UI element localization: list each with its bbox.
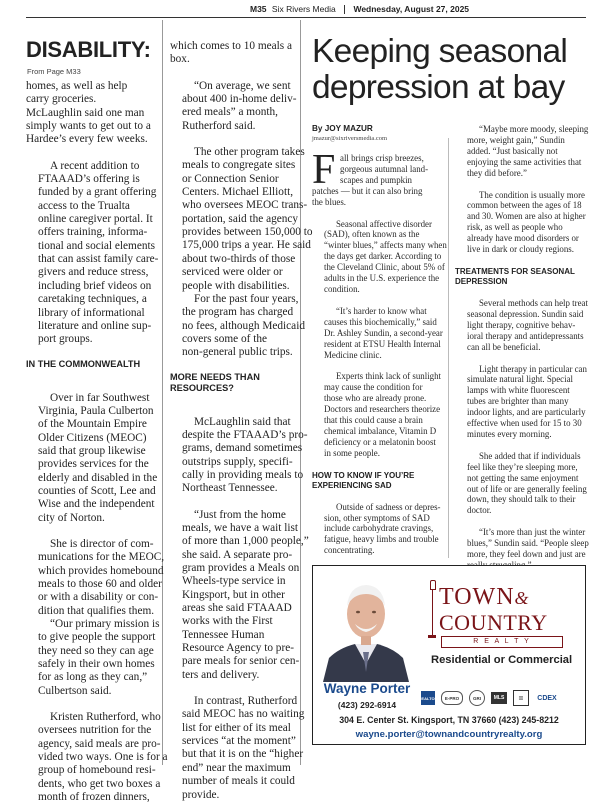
brand-ampersand: & [514, 588, 529, 608]
text-line: ters and delivery. [182, 668, 260, 681]
text-line: carry groceries. [26, 93, 97, 106]
text-line: Experts think lack of sunlight [336, 371, 442, 382]
text-line: provides between 150,000 to [182, 226, 313, 239]
story-column-3 [312, 147, 447, 556]
text-line: despite the FTAAAD’s pro- [182, 428, 308, 441]
text-line: library of informational [38, 306, 145, 319]
text-line: agency, said meals are pro- [38, 737, 161, 750]
text-line: Several methods can help treat [479, 297, 588, 308]
text-line: the program has charged [182, 306, 294, 319]
paragraph [26, 537, 165, 618]
ad-tagline: Residential or Commercial [431, 654, 573, 666]
text-line: Light therapy in particular can [479, 363, 587, 374]
text-line: who oversees MEOC trans- [182, 199, 308, 212]
text-line: covers some of the [182, 332, 268, 345]
text-line: funded by a grant offering [38, 186, 157, 199]
text-line: Resource Agency to pre- [182, 642, 294, 655]
headline-line: depression at bay [312, 69, 565, 106]
text-line: about two-thirds of those [182, 252, 296, 265]
text-line: She is director of com- [50, 537, 154, 550]
paragraph [455, 298, 595, 353]
text-line: Over in far Southwest [50, 391, 150, 404]
text-line: serviced were older or [182, 266, 283, 279]
text-line: givers and reduce stress, [38, 266, 149, 279]
text-line: that this could cause a brain [324, 415, 423, 426]
text-line: Doctors and researchers theorize [324, 404, 441, 415]
text-line: they need so they can age [38, 644, 154, 657]
page-number: M35 [250, 4, 267, 14]
text-line: ioral therapy and antidepressants [467, 330, 584, 341]
text-line: Medicine clinic. [324, 349, 382, 360]
text-line: the Cleveland Clinic, about 5% of [324, 262, 445, 273]
paragraph [455, 124, 595, 179]
text-line: “Our primary mission is [50, 618, 160, 631]
realtor-badge-icon: REALTOR [421, 691, 435, 705]
subhead-line: DEPRESSION [455, 276, 508, 286]
text-line: the days get darker. According to [324, 251, 442, 262]
cdex-badge-icon: CDEX [537, 694, 557, 702]
text-line: meals to those 60 and older [38, 578, 162, 590]
text-line: people with disabilities. [182, 279, 290, 292]
paragraph [26, 618, 160, 698]
paragraph [26, 80, 160, 147]
text-line: common between the ages of 18 [467, 200, 582, 211]
text-line: may cause the condition for [324, 382, 423, 393]
text-line: The other program takes [194, 146, 305, 159]
text-line: Kingsport, but in other [182, 588, 285, 601]
paragraph [170, 508, 309, 682]
text-line: indoor lights, and are particularly [467, 407, 586, 418]
subhead [312, 471, 446, 491]
text-line: include carbohydrate cravings, [324, 523, 434, 534]
text-line: they did before.” [467, 167, 527, 178]
text-line: services “at the moment” [182, 735, 296, 748]
subhead-line: EXPERIENCING SAD [312, 480, 392, 490]
text-line: FTAAAD’s offering is [38, 173, 140, 186]
publication-name: Six Rivers Media [271, 4, 336, 14]
column-divider [448, 138, 449, 558]
paragraph [455, 190, 595, 255]
text-line: oversees nutrition for the [38, 724, 152, 737]
text-line: She added that if individuals [479, 450, 581, 461]
certification-badges [418, 689, 581, 707]
text-line: The condition is usually more [479, 189, 585, 200]
text-line: end” near the maximum [182, 761, 291, 774]
text-line: for as long as they can,” [38, 671, 148, 684]
text-line: “Maybe more moody, sleeping [479, 124, 589, 134]
text-line: Seasonal affective disorder [336, 218, 432, 229]
text-line: access to the Trualta [38, 199, 130, 212]
text-line: gram provides a Meals on [182, 562, 300, 574]
text-line: A recent addition to [50, 159, 140, 172]
text-line: elderly and disabled in the [38, 471, 158, 484]
text-line: ered meals” a month, [182, 106, 278, 119]
text-line: pare meals for senior cen- [182, 655, 300, 668]
story-column-2 [170, 40, 313, 802]
paragraph [170, 415, 308, 496]
text-line: month of frozen dinners, [38, 791, 150, 804]
text-line: Kristen Rutherford, who [50, 711, 161, 724]
text-line: munications for the MEOC, [38, 551, 165, 564]
paragraph [26, 711, 168, 804]
text-line: McLaughlin said that [194, 415, 291, 428]
text-line: which provides homebound [38, 564, 164, 577]
text-line: grams, demand sometimes [182, 442, 303, 455]
text-line: said MEOC has no waiting [182, 708, 305, 721]
text-line: or Connection Senior [182, 172, 279, 185]
text-line: For the past four years, [194, 292, 299, 305]
text-line: light therapy, cognitive behav- [467, 319, 576, 330]
agent-phone: (423) 292-6914 [337, 700, 397, 710]
text-line: of the Mountain Empire [38, 418, 147, 431]
text-line: caretaking techniques, a [38, 293, 147, 306]
paragraph [312, 371, 446, 458]
text-line: no fees, although Medicaid [182, 319, 305, 332]
subhead: IN THE COMMONWEALTH [26, 358, 141, 369]
story-column-4 [455, 124, 595, 571]
text-line: already have mood disorders or [467, 233, 579, 244]
disability-headline: DISABILITY: [26, 37, 151, 62]
text-line: Outside of sadness or depres- [336, 501, 441, 512]
text-line: said that group likewise [38, 444, 146, 457]
text-line: (SAD), often known as the [324, 229, 420, 240]
text-line: effective when used for 15 to 30 [467, 418, 582, 429]
text-line: resident at ETSU Health Internal [324, 338, 441, 349]
text-line: meals, we have a wait list [182, 521, 299, 534]
text-line: minutes every morning. [467, 428, 552, 439]
text-line: fatigue, heavy limbs and trouble [324, 534, 439, 545]
text-line: list for either of its meal [182, 721, 291, 734]
text-line: outstrips supply, specifi- [182, 455, 293, 468]
gri-badge-icon: GRI [469, 690, 485, 706]
office-address: 304 E. Center St. Kingsport, TN 37660 (423) 245-8212 [339, 715, 559, 725]
text-line: group of homebound resi- [38, 764, 156, 777]
text-line: and 30. Women are also at higher [467, 211, 586, 222]
brand-realty: R E A L T Y [441, 636, 563, 648]
text-line: chemical imbalance, Vitamin D [324, 425, 437, 436]
text-line: Hardee’s every few weeks. [26, 133, 148, 146]
paragraph [455, 364, 595, 440]
subhead-line: TREATMENTS FOR SEASONAL [455, 266, 575, 276]
text-line: concentrating. [324, 545, 375, 556]
text-line: non-general public trips. [182, 346, 293, 359]
paragraph [170, 40, 300, 67]
text-line: homes, as well as help [26, 80, 128, 92]
paragraph [26, 160, 160, 347]
text-line: but that it is on the “higher [182, 748, 304, 761]
text-line: lamps with white fluorescent [467, 385, 570, 396]
text-line: or with a disability or con- [38, 591, 159, 604]
text-line: she said. A separate pro- [182, 548, 293, 561]
text-line: enjoying the same activities that [467, 156, 582, 167]
paragraph [26, 392, 160, 525]
text-line: In contrast, Rutherford [194, 695, 298, 708]
realty-ad [312, 565, 586, 745]
paragraph [312, 306, 446, 361]
text-line: Wise and the independent [38, 498, 155, 511]
text-line: “It’s harder to know what [336, 305, 427, 316]
paragraph [170, 80, 300, 133]
agent-name: Wayne Porter [323, 681, 411, 696]
text-line: in some people. [324, 447, 380, 458]
header-divider [344, 5, 345, 14]
text-line: dents, who get two boxes a [38, 777, 161, 790]
text-line: Dr. Ashley Sundin, a second-year [324, 327, 443, 338]
subhead [455, 267, 595, 287]
header-rule [26, 17, 586, 18]
text-line: works with the First [182, 615, 273, 628]
seasonal-headline [312, 34, 602, 106]
text-line: number of meals it could [182, 775, 295, 788]
agent-portrait [319, 572, 413, 682]
text-line: simulate natural light. Special [467, 374, 573, 385]
text-line: which comes to 10 meals a [170, 40, 293, 52]
lead-line: patches — but it can also bring [312, 185, 423, 196]
text-line: dition that qualifies them. [38, 604, 155, 617]
text-line: of more than 1,000 people,” [182, 535, 309, 548]
byline-email: jmazur@sixriversmedia.com [312, 135, 388, 142]
lead-paragraph [312, 147, 446, 208]
text-line: “Just from the home [194, 508, 286, 521]
paragraph [455, 451, 595, 516]
story-column-1 [26, 80, 168, 805]
text-line: “winter blues,” affects many when [324, 240, 447, 251]
text-line: condition. [324, 283, 360, 294]
text-line: meals to congregate sites [182, 159, 296, 172]
drop-cap: F [312, 147, 336, 193]
subhead [170, 372, 300, 394]
agent-email-link[interactable]: wayne.porter@townandcountryrealty.org [355, 729, 543, 740]
epro-badge-icon: E-PRO [441, 691, 463, 705]
text-line: deficiency or a melatonin boost [324, 436, 436, 447]
brand-country: COUNTRY [439, 610, 548, 635]
text-line: tional and social elements [38, 239, 156, 252]
text-line: seasonal depression. Sundin said [467, 308, 584, 319]
paragraph [170, 292, 305, 360]
text-line: live in dark or cloudy regions. [467, 244, 574, 255]
lamp-post-icon [427, 580, 437, 640]
text-line: provides services for the [38, 458, 149, 471]
text-line: can all be beneficial. [467, 341, 541, 352]
byline: By JOY MAZUR [312, 124, 373, 133]
text-line: provide. [182, 788, 220, 801]
jump-line: From Page M33 [27, 67, 81, 76]
text-line: out of life or are generally feeling [467, 483, 587, 494]
text-line: box. [170, 53, 190, 66]
text-line: online caregiver portal. It [38, 213, 153, 226]
text-line: areas she said FTAAAD [182, 602, 292, 615]
text-line: offers training, informa- [38, 226, 148, 239]
text-line: Rutherford said. [182, 119, 256, 132]
lead-line: all brings crisp breezes, [340, 153, 424, 163]
text-line: literature and online sup- [38, 319, 152, 332]
text-line: vided two ways. One is for a [38, 751, 168, 764]
subhead-line: RESOURCES? [170, 382, 234, 393]
lead-line: scapes and pumpkin [340, 174, 412, 185]
text-line: doctor. [467, 505, 492, 516]
text-line: feel like they’re sleeping more, [467, 461, 578, 472]
page-header [250, 2, 469, 16]
text-line: McLaughlin said one man [26, 106, 145, 119]
text-line: Centers. Michael Elliott, [182, 186, 294, 199]
paragraph [312, 502, 446, 557]
text-line: those who are already prone. [324, 393, 427, 404]
text-line: counties of Scott, Lee and [38, 484, 156, 497]
text-line: to give people the support [38, 631, 156, 644]
town-country-logo [425, 580, 580, 646]
text-line: down, they should talk to their [467, 494, 576, 505]
text-line: Virginia, Paula Culberton [38, 404, 154, 417]
subhead-line: MORE NEEDS THAN [170, 371, 260, 382]
text-line: Wheels-type service in [182, 575, 286, 588]
text-line: portation, said the agency [182, 212, 299, 225]
text-line: that can assist family care- [38, 253, 159, 266]
mls-badge-icon: MLS [491, 692, 507, 704]
subhead-line: HOW TO KNOW IF YOU’RE [312, 470, 415, 480]
text-line: sion, other symptoms of SAD [324, 512, 430, 523]
text-line: including brief videos on [38, 279, 152, 292]
text-line: adults in the U.S. experience the [324, 273, 440, 284]
text-line: added. “Just basically not [467, 145, 558, 156]
text-line: simply wants to get out to a [26, 120, 151, 133]
text-line: cally in providing meals to [182, 468, 304, 481]
text-line: not getting the same enjoyment [467, 472, 579, 483]
text-line: blues,” Sundin said. “People sleep [467, 538, 589, 549]
text-line: 175,000 trips a year. He said [182, 239, 311, 252]
equal-housing-icon: = [513, 690, 529, 706]
text-line: “On average, we sent [194, 79, 291, 92]
text-line: “It’s more than just the winter [479, 527, 586, 538]
headline-line: Keeping seasonal [312, 33, 568, 70]
text-line: safely in their own homes [38, 658, 155, 671]
text-line: more, weight gain,” Sundin [467, 134, 565, 145]
column-divider [162, 20, 163, 765]
text-line: port groups. [38, 333, 93, 346]
text-line: Tennessee Human [182, 628, 265, 641]
column-divider [300, 20, 301, 765]
lead-line: gorgeous autumnal land- [340, 163, 429, 174]
text-line: Older Citizens (MEOC) [38, 431, 147, 444]
text-line: causes this biochemically,” said [324, 316, 437, 327]
text-line: city of Norton. [38, 511, 105, 524]
issue-date: Wednesday, August 27, 2025 [353, 4, 470, 14]
brand-town: TOWN [439, 584, 515, 610]
paragraph [170, 695, 305, 802]
text-line: Culbertson said. [38, 684, 112, 697]
lead-line: the blues. [312, 196, 347, 207]
text-line: about 400 in-home deliv- [182, 93, 297, 106]
text-line: more, they feel down and just are [467, 549, 586, 560]
paragraph [170, 146, 313, 293]
paragraph [312, 219, 446, 295]
text-line: risk, as well as people who [467, 222, 563, 233]
text-line: Northeast Tennessee. [182, 482, 278, 495]
agent-photo-illustration [319, 572, 413, 682]
text-line: tubes are brighter than many [467, 396, 569, 407]
